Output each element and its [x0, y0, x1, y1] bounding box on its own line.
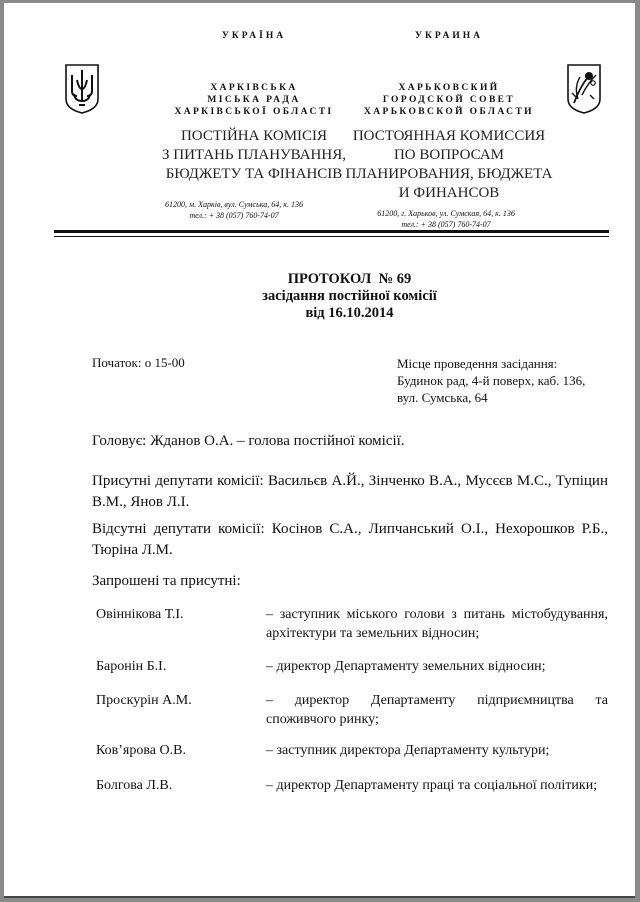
document-page [4, 3, 635, 898]
invited-name: Проскурін А.М. [96, 693, 192, 708]
present-members-paragraph: Присутні депутати комісії: Васильєв А.Й., Зінченко В.А., Мусєєв М.С., Тупіцин В.М., Янов Л.І. [92, 473, 608, 510]
header-left-council: ХАРКІВСЬКА МІСЬКА РАДА ХАРКІВСЬКОЇ ОБЛАСТІ [174, 83, 334, 117]
invited-role: – директор Департаменту праці та соціальної політики; [266, 778, 598, 793]
header-left-address: 61200, м. Харків, вул. Сумська, 64, к. 136 тел.: + 38 (057) 760-74-07 [165, 200, 303, 220]
invited-role: – заступник міського голови з питань містобудування, архітектури та земельних відносин; [266, 607, 608, 641]
kharkiv-coat-of-arms-icon [566, 63, 602, 115]
header-right-council: ХАРЬКОВСКИЙ ГОРОДСКОЙ СОВЕТ ХАРЬКОВСКОЙ ОБЛАСТИ [364, 83, 534, 117]
meeting-start-time: Початок: о 15-00 [92, 355, 185, 370]
invited-name: Баронін Б.І. [96, 659, 167, 674]
protocol-subtitle: засідання постійної комісії [262, 288, 437, 304]
protocol-number: ПРОТОКОЛ № 69 [287, 271, 412, 287]
header-right-commission: ПОСТОЯННАЯ КОМИССИЯ ПО ВОПРОСАМ ПЛАНИРОВАНИЯ, БЮДЖЕТА И ФИНАНСОВ [345, 128, 553, 201]
absent-members-paragraph: Відсутні депутати комісії: Косінов С.А., Липчанський О.І., Нехорошков Р.Б., Тюріна Л.М. [92, 521, 608, 558]
protocol-date: від 16.10.2014 [305, 305, 394, 321]
header-left-commission: ПОСТІЙНА КОМІСІЯ З ПИТАНЬ ПЛАНУВАННЯ, БЮДЖЕТУ ТА ФІНАНСІВ [162, 128, 346, 182]
header-right-address: 61200, г. Харьков, ул. Сумская, 64, к. 136 тел.: + 38 (057) 760-74-07 [377, 209, 515, 229]
chairperson-paragraph: Головує: Жданов О.А. – голова постійної комісії. [92, 433, 405, 449]
invited-role: – директор Департаменту земельних відносин; [266, 659, 546, 674]
header-right-country: УКРАИНА [415, 31, 483, 41]
header-divider-thin [54, 236, 609, 237]
invited-name: Овіннікова Т.І. [96, 607, 184, 622]
trident-coat-of-arms-icon [64, 63, 100, 115]
invited-role: – директор Департаменту підприємництва та споживчого ринку; [266, 693, 608, 727]
invited-name: Болгова Л.В. [96, 778, 173, 793]
header-left-country: УКРАЇНА [221, 31, 287, 41]
invited-name: Ков’ярова О.В. [96, 743, 186, 758]
invited-heading: Запрошені та присутні: [92, 573, 241, 589]
protocol-title [4, 271, 640, 322]
header-divider-thick [54, 230, 609, 233]
invited-role: – заступник директора Департаменту культури; [266, 743, 550, 758]
meeting-venue: Місце проведення засідання: Будинок рад, 4-й поверх, каб. 136, вул. Сумська, 64 [397, 356, 586, 405]
